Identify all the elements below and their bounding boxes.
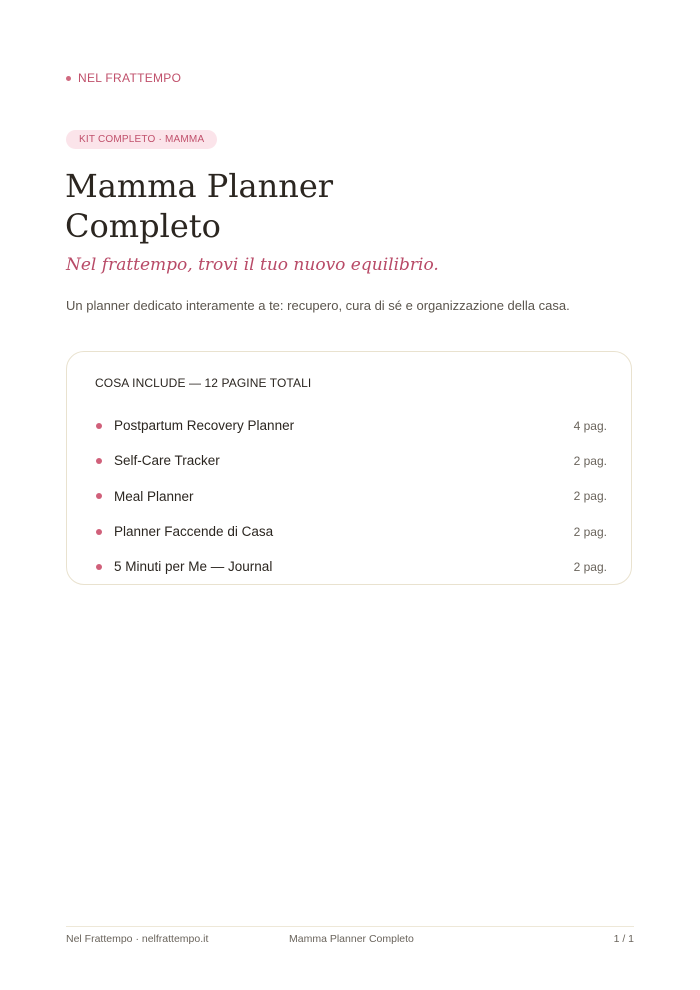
brand-dot-icon [66,76,71,81]
includes-item [95,514,607,549]
item-name: Postpartum Recovery Planner [114,418,295,434]
page-title-line-2: Completo [65,207,221,245]
includes-item [95,479,607,514]
bullet-dot-icon [96,564,102,570]
item-page-count: 4 pag. [573,418,607,433]
item-page-count: 2 pag. [573,559,607,574]
item-name: Planner Faccende di Casa [114,524,274,540]
bullet-dot-icon [96,458,102,464]
page-title [65,166,565,246]
item-name: 5 Minuti per Me — Journal [114,559,273,575]
includes-item [95,549,607,584]
footer-site: Nel Frattempo · nelfrattempo.it [66,933,209,945]
tagline: Nel frattempo, trovi il tuo nuovo equilibrio. [66,255,439,275]
includes-item [95,408,607,443]
item-name: Meal Planner [114,488,194,504]
item-page-count: 2 pag. [573,489,607,504]
includes-list [95,408,607,584]
includes-item [95,443,607,478]
includes-heading: COSA INCLUDE — 12 PAGINE TOTALI [95,376,312,390]
brand-header [66,71,181,85]
page-title-line-1: Mamma Planner [65,167,334,205]
category-badge: KIT COMPLETO · MAMMA [66,130,217,149]
bullet-dot-icon [96,493,102,499]
footer-divider [66,926,634,927]
footer-document-title: Mamma Planner Completo [289,933,414,945]
bullet-dot-icon [96,423,102,429]
item-name: Self-Care Tracker [114,453,220,469]
brand-name: NEL FRATTEMPO [78,71,182,85]
footer-page-number: 1 / 1 [613,933,634,945]
item-page-count: 2 pag. [573,453,607,468]
bullet-dot-icon [96,529,102,535]
item-page-count: 2 pag. [573,524,607,539]
description: Un planner dedicato interamente a te: recupero, cura di sé e organizzazione della casa. [66,298,570,313]
includes-card [66,351,632,585]
